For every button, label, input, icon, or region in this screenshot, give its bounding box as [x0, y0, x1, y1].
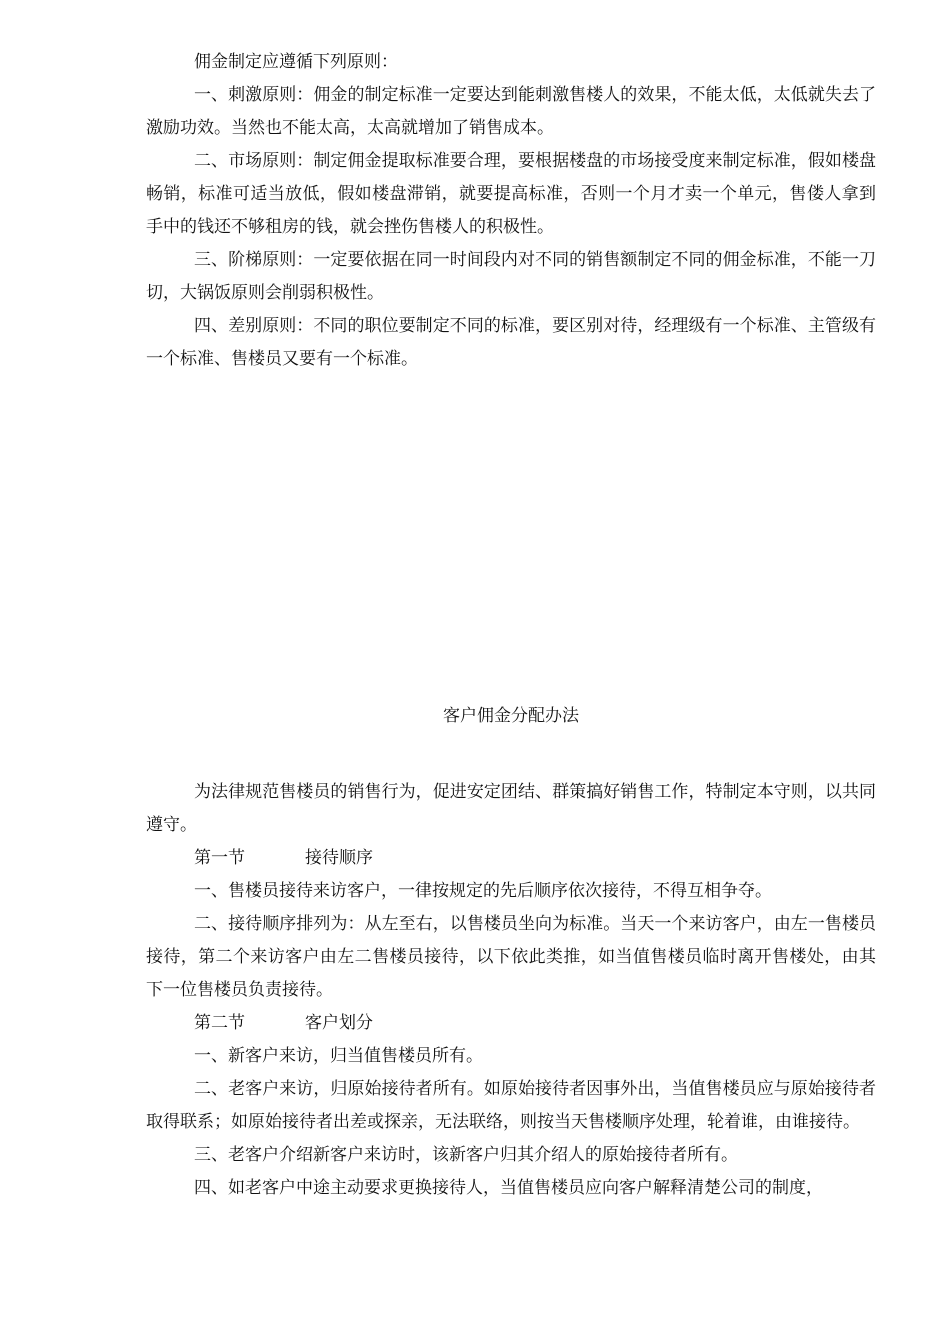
section-1-label: 第一节 [194, 848, 245, 868]
section-2-name: 客户划分 [305, 1013, 373, 1033]
section-1-item: 一、售楼员接待来访客户，一律按规定的先后顺序依次接待，不得互相争夺。 [194, 881, 772, 901]
principle-stimulus: 一、刺激原则：佣金的制定标准一定要达到能刺激售楼人的效果，不能太低，太低就失去了激励功效。当然也不能太高，太高就增加了销售成本。 [146, 85, 876, 138]
section-1-item: 二、接待顺序排列为：从左至右，以售楼员坐向为标准。当天一个来访客户，由左一售楼员接待，第二个来访客户由左二售楼员接待，以下依此类推，如当值售楼员临时离开售楼处，由其下一位售楼员负责接待。 [146, 914, 876, 1000]
section-2-item: 一、新客户来访，归当值售楼员所有。 [194, 1046, 483, 1066]
section-2-label: 第二节 [194, 1013, 245, 1033]
section-2-heading [146, 1007, 876, 1040]
principle-ladder: 三、阶梯原则：一定要依据在同一时间段内对不同的销售额制定不同的佣金标准，不能一刀切，大锅饭原则会削弱积极性。 [146, 250, 876, 303]
section-1-heading [146, 842, 876, 875]
section-1-name: 接待顺序 [305, 848, 373, 868]
section-2-item: 三、老客户介绍新客户来访时，该新客户归其介绍人的原始接待者所有。 [194, 1145, 738, 1165]
preamble: 为法律规范售楼员的销售行为，促进安定团结、群策搞好销售工作，特制定本守则，以共同遵守。 [146, 782, 876, 835]
principle-difference: 四、差别原则：不同的职位要制定不同的标准，要区别对待，经理级有一个标准、主管级有一个标准、售楼员又要有一个标准。 [146, 316, 876, 369]
section-2-item: 二、老客户来访，归原始接待者所有。如原始接待者因事外出，当值售楼员应与原始接待者取得联系；如原始接待者出差或探亲，无法联络，则按当天售楼顺序处理，轮着谁，由谁接待。 [146, 1079, 876, 1132]
commission-principles-section [146, 46, 876, 376]
principle-market: 二、市场原则：制定佣金提取标准要合理，要根据楼盘的市场接受度来制定标准，假如楼盘畅销，标准可适当放低，假如楼盘滞销，就要提高标准，否则一个月才卖一个单元，售偻人拿到手中的钱还不够租房的钱，就会挫伤售楼人的积极性。 [146, 151, 876, 237]
customer-commission-section [146, 704, 876, 1205]
principles-intro: 佣金制定应遵循下列原则： [194, 52, 398, 72]
document-title: 客户佣金分配办法 [443, 706, 579, 726]
section-2-item: 四、如老客户中途主动要求更换接待人，当值售楼员应向客户解释清楚公司的制度， [194, 1178, 823, 1198]
